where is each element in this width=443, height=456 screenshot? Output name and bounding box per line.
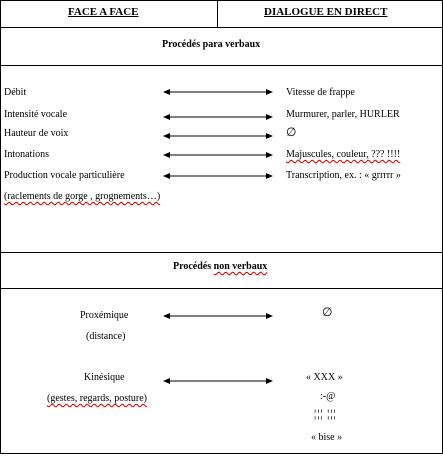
header-face-a-face: FACE A FACE bbox=[68, 6, 139, 18]
section1-bottom-border bbox=[0, 252, 443, 253]
header-dialogue-en-direct: DIALOGUE EN DIRECT bbox=[264, 6, 388, 18]
row-debit-right: Vitesse de frappe bbox=[286, 87, 355, 98]
table-top-border bbox=[0, 0, 443, 1]
row-hauteur-right: ∅ bbox=[286, 125, 297, 139]
row-production-note bbox=[4, 191, 160, 203]
section2-title-part1: Procédés bbox=[173, 261, 214, 272]
arrow-proxemique bbox=[163, 312, 273, 320]
kinesique-right-3: ¦¦¦ ¦¦¦ bbox=[314, 409, 337, 420]
arrow-intensite bbox=[163, 113, 273, 121]
arrow-debit bbox=[163, 88, 273, 96]
kinesique-sub-text: (gestes, regards, posture) bbox=[47, 393, 147, 404]
section1-title-border bbox=[0, 65, 443, 66]
proxemique-label: Proxémique bbox=[80, 310, 129, 321]
row-production-right: Transcription, ex. : « grrrrr » bbox=[286, 170, 401, 181]
arrow-kinesique bbox=[163, 377, 273, 385]
row-intonations-right: Majuscules, couleur, ??? !!!! bbox=[286, 149, 401, 160]
table-bottom-border bbox=[0, 453, 443, 454]
proxemique-sub: (distance) bbox=[86, 331, 126, 342]
row-debit-left: Débit bbox=[4, 87, 27, 98]
row-hauteur-left: Hauteur de voix bbox=[4, 128, 69, 139]
kinesique-sub bbox=[47, 393, 147, 405]
arrow-production bbox=[163, 172, 273, 180]
row-intonations-left: Intonations bbox=[4, 149, 49, 160]
row-intensite-right: Murmurer, parler, HURLER bbox=[286, 109, 400, 120]
header-bottom-border bbox=[0, 27, 443, 28]
kinesique-label: Kinésique bbox=[84, 372, 125, 383]
section2-title bbox=[173, 261, 267, 272]
header-column-divider bbox=[217, 0, 218, 28]
row-intensite-left: Intensité vocale bbox=[4, 109, 68, 120]
section2-title-border bbox=[0, 288, 443, 289]
kinesique-right-1: « XXX » bbox=[306, 372, 343, 383]
row-production-left: Production vocale particulière bbox=[4, 170, 125, 181]
note-text: (raclements de gorge , grognements…) bbox=[4, 191, 161, 202]
section1-title: Procédés para verbaux bbox=[162, 39, 261, 50]
kinesique-right-2: :-@ bbox=[320, 391, 336, 402]
proxemique-right: ∅ bbox=[322, 305, 333, 319]
arrow-hauteur bbox=[163, 132, 273, 140]
arrow-intonations bbox=[163, 151, 273, 159]
section2-title-part2: non verbaux bbox=[213, 261, 268, 272]
table-left-border bbox=[0, 0, 1, 454]
kinesique-right-4: « bise » bbox=[311, 432, 343, 443]
